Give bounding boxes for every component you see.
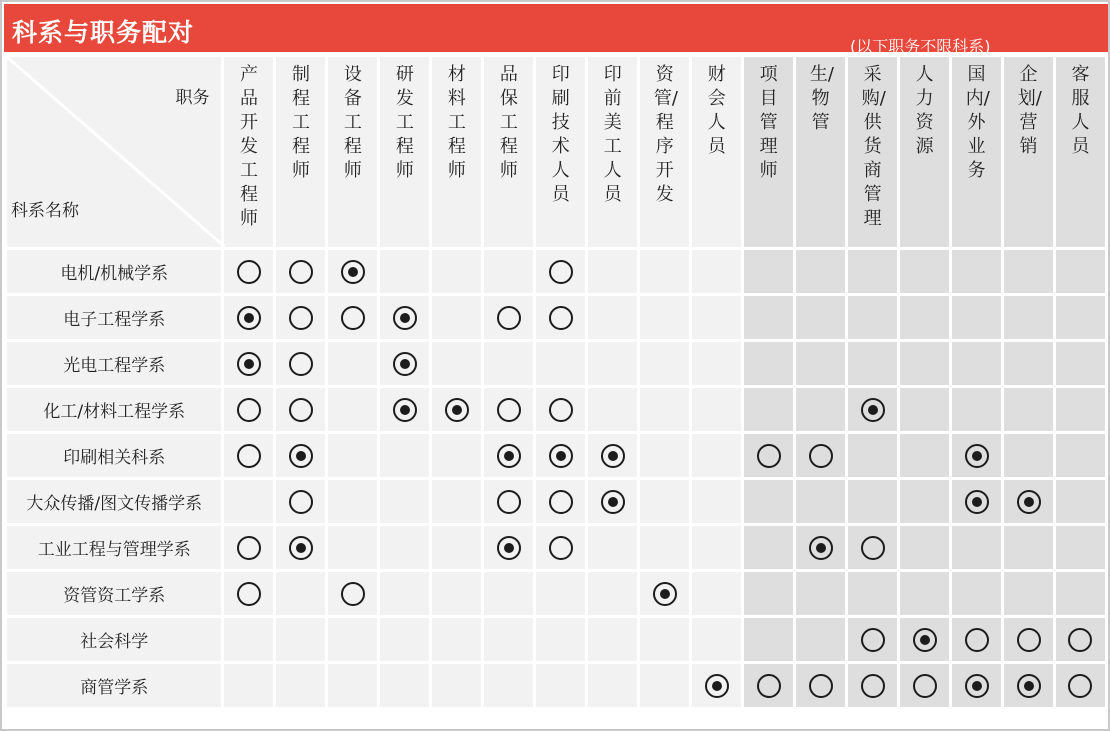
match-cell xyxy=(795,341,847,387)
match-cell xyxy=(327,571,379,617)
match-cell xyxy=(275,525,327,571)
dotted-circle-icon xyxy=(497,536,521,560)
department-name: 商管学系 xyxy=(6,663,223,709)
open-circle-icon xyxy=(289,306,313,330)
department-name: 光电工程学系 xyxy=(6,341,223,387)
match-cell xyxy=(327,617,379,663)
match-cell xyxy=(223,295,275,341)
title-banner xyxy=(4,4,1108,56)
match-cell xyxy=(1054,525,1106,571)
open-circle-icon xyxy=(497,398,521,422)
column-header-label: 人力资源 xyxy=(915,64,934,157)
open-circle-icon xyxy=(237,536,261,560)
match-cell xyxy=(847,295,899,341)
open-circle-icon xyxy=(809,444,833,468)
match-cell xyxy=(275,341,327,387)
open-circle-icon xyxy=(497,490,521,514)
match-cell xyxy=(847,525,899,571)
column-header xyxy=(327,56,379,249)
dotted-circle-icon xyxy=(237,352,261,376)
dotted-circle-icon xyxy=(1017,674,1041,698)
match-cell xyxy=(795,433,847,479)
match-cell xyxy=(431,617,483,663)
match-cell xyxy=(795,663,847,709)
match-cell xyxy=(535,525,587,571)
column-header-label: 制程工程师 xyxy=(291,64,310,181)
match-cell xyxy=(639,571,691,617)
column-header xyxy=(223,56,275,249)
open-circle-icon xyxy=(289,398,313,422)
column-header xyxy=(1003,56,1055,249)
match-cell xyxy=(1054,663,1106,709)
match-cell xyxy=(223,387,275,433)
match-cell xyxy=(847,479,899,525)
dotted-circle-icon xyxy=(913,628,937,652)
column-header xyxy=(691,56,743,249)
match-cell xyxy=(639,479,691,525)
match-cell xyxy=(379,387,431,433)
dotted-circle-icon xyxy=(809,536,833,560)
column-header-label: 研发工程师 xyxy=(395,64,414,181)
dotted-circle-icon xyxy=(601,444,625,468)
match-cell xyxy=(1054,433,1106,479)
dotted-circle-icon xyxy=(965,444,989,468)
match-cell xyxy=(639,387,691,433)
match-cell xyxy=(483,387,535,433)
match-cell xyxy=(431,571,483,617)
open-circle-icon xyxy=(237,444,261,468)
match-cell xyxy=(1054,295,1106,341)
department-name: 资管资工学系 xyxy=(6,571,223,617)
match-cell xyxy=(1054,249,1106,295)
open-circle-icon xyxy=(289,490,313,514)
match-cell xyxy=(275,387,327,433)
column-header-label: 企划/营销 xyxy=(1017,64,1042,157)
match-cell xyxy=(743,571,795,617)
open-circle-icon xyxy=(289,352,313,376)
match-cell xyxy=(535,249,587,295)
match-cell xyxy=(691,341,743,387)
match-cell xyxy=(899,663,951,709)
match-cell xyxy=(639,341,691,387)
match-cell xyxy=(1003,571,1055,617)
duty-axis-label: 职务 xyxy=(175,88,210,108)
match-cell xyxy=(743,479,795,525)
dotted-circle-icon xyxy=(497,444,521,468)
department-axis-label: 科系名称 xyxy=(11,201,79,221)
table-row xyxy=(6,249,1107,295)
match-cell xyxy=(431,341,483,387)
table-row xyxy=(6,525,1107,571)
match-cell xyxy=(275,295,327,341)
column-header-label: 项目管理师 xyxy=(759,64,778,181)
match-cell xyxy=(691,433,743,479)
match-cell xyxy=(743,249,795,295)
column-header xyxy=(743,56,795,249)
match-cell xyxy=(951,341,1003,387)
column-header-label: 国内/外业务 xyxy=(965,64,990,181)
match-cell xyxy=(379,295,431,341)
department-name: 大众传播/图文传播学系 xyxy=(6,479,223,525)
match-cell xyxy=(1003,295,1055,341)
match-cell xyxy=(483,525,535,571)
match-cell xyxy=(899,295,951,341)
match-cell xyxy=(691,295,743,341)
column-header-label: 印刷技术人员 xyxy=(551,64,570,205)
dotted-circle-icon xyxy=(549,444,573,468)
match-cell xyxy=(379,479,431,525)
table-row xyxy=(6,479,1107,525)
match-cell xyxy=(1003,663,1055,709)
match-cell xyxy=(223,571,275,617)
match-cell xyxy=(899,341,951,387)
department-name: 化工/材料工程学系 xyxy=(6,387,223,433)
match-cell xyxy=(795,571,847,617)
match-cell xyxy=(899,571,951,617)
match-cell xyxy=(223,663,275,709)
match-cell xyxy=(1003,525,1055,571)
match-cell xyxy=(431,433,483,479)
column-header xyxy=(847,56,899,249)
match-cell xyxy=(483,249,535,295)
match-cell xyxy=(379,663,431,709)
dotted-circle-icon xyxy=(965,674,989,698)
match-cell xyxy=(691,617,743,663)
match-cell xyxy=(223,341,275,387)
dotted-circle-icon xyxy=(393,398,417,422)
match-cell xyxy=(795,249,847,295)
open-circle-icon xyxy=(1068,628,1092,652)
page-title: 科系与职务配对 xyxy=(12,18,195,47)
open-circle-icon xyxy=(861,674,885,698)
match-cell xyxy=(795,617,847,663)
match-cell xyxy=(587,479,639,525)
match-cell xyxy=(587,663,639,709)
match-cell xyxy=(1003,479,1055,525)
corner-cell xyxy=(6,56,223,249)
match-cell xyxy=(795,295,847,341)
match-cell xyxy=(899,525,951,571)
column-header xyxy=(639,56,691,249)
match-cell xyxy=(587,387,639,433)
unrestricted-note: (以下职务不限科系) xyxy=(850,37,991,56)
match-cell xyxy=(795,387,847,433)
match-cell xyxy=(275,617,327,663)
column-header-label: 产品开发工程师 xyxy=(239,64,258,229)
match-cell xyxy=(1054,479,1106,525)
match-cell xyxy=(639,249,691,295)
match-cell xyxy=(795,525,847,571)
match-cell xyxy=(587,433,639,479)
match-cell xyxy=(691,479,743,525)
dotted-circle-icon xyxy=(965,490,989,514)
match-cell xyxy=(951,479,1003,525)
open-circle-icon xyxy=(237,582,261,606)
match-cell xyxy=(483,617,535,663)
match-cell xyxy=(691,663,743,709)
match-cell xyxy=(223,249,275,295)
match-cell xyxy=(899,387,951,433)
match-cell xyxy=(639,617,691,663)
open-circle-icon xyxy=(757,444,781,468)
department-name: 电机/机械学系 xyxy=(6,249,223,295)
match-cell xyxy=(275,433,327,479)
match-cell xyxy=(951,525,1003,571)
match-cell xyxy=(327,249,379,295)
match-cell xyxy=(899,433,951,479)
table-row xyxy=(6,295,1107,341)
dotted-circle-icon xyxy=(601,490,625,514)
matching-table xyxy=(4,54,1108,710)
column-header xyxy=(899,56,951,249)
match-cell xyxy=(379,433,431,479)
open-circle-icon xyxy=(965,628,989,652)
match-cell xyxy=(483,341,535,387)
match-cell xyxy=(847,387,899,433)
open-circle-icon xyxy=(861,628,885,652)
match-cell xyxy=(223,617,275,663)
match-cell xyxy=(379,571,431,617)
column-header-label: 材料工程师 xyxy=(447,64,466,181)
match-cell xyxy=(223,525,275,571)
column-header xyxy=(535,56,587,249)
match-cell xyxy=(1054,571,1106,617)
open-circle-icon xyxy=(549,260,573,284)
open-circle-icon xyxy=(497,306,521,330)
match-cell xyxy=(951,295,1003,341)
match-cell xyxy=(327,663,379,709)
open-circle-icon xyxy=(341,582,365,606)
match-cell xyxy=(535,295,587,341)
match-cell xyxy=(1003,433,1055,479)
match-cell xyxy=(691,387,743,433)
match-cell xyxy=(691,249,743,295)
match-cell xyxy=(275,249,327,295)
match-cell xyxy=(743,387,795,433)
column-header xyxy=(431,56,483,249)
column-header xyxy=(275,56,327,249)
match-cell xyxy=(951,571,1003,617)
match-cell xyxy=(431,249,483,295)
open-circle-icon xyxy=(549,306,573,330)
match-cell xyxy=(691,571,743,617)
match-cell xyxy=(639,663,691,709)
match-cell xyxy=(327,479,379,525)
match-cell xyxy=(951,617,1003,663)
table-row xyxy=(6,663,1107,709)
match-cell xyxy=(431,525,483,571)
column-header xyxy=(379,56,431,249)
column-header-label: 客服人员 xyxy=(1071,64,1090,157)
match-cell xyxy=(327,387,379,433)
match-cell xyxy=(951,249,1003,295)
match-cell xyxy=(1003,341,1055,387)
match-cell xyxy=(795,479,847,525)
open-circle-icon xyxy=(341,306,365,330)
match-cell xyxy=(535,571,587,617)
header-row xyxy=(6,56,1107,249)
column-header xyxy=(587,56,639,249)
dotted-circle-icon xyxy=(341,260,365,284)
match-cell xyxy=(327,341,379,387)
match-cell xyxy=(951,387,1003,433)
match-cell xyxy=(483,433,535,479)
department-name: 电子工程学系 xyxy=(6,295,223,341)
open-circle-icon xyxy=(237,398,261,422)
match-cell xyxy=(1003,249,1055,295)
table-row xyxy=(6,617,1107,663)
match-cell xyxy=(1054,341,1106,387)
dotted-circle-icon xyxy=(861,398,885,422)
column-header-label: 印前美工人员 xyxy=(603,64,622,205)
match-cell xyxy=(223,479,275,525)
match-cell xyxy=(587,295,639,341)
match-cell xyxy=(951,433,1003,479)
match-cell xyxy=(899,479,951,525)
department-name: 工业工程与管理学系 xyxy=(6,525,223,571)
match-cell xyxy=(431,295,483,341)
match-cell xyxy=(535,341,587,387)
match-cell xyxy=(587,525,639,571)
match-cell xyxy=(379,617,431,663)
match-cell xyxy=(743,433,795,479)
match-cell xyxy=(587,341,639,387)
column-header xyxy=(795,56,847,249)
match-cell xyxy=(1003,387,1055,433)
open-circle-icon xyxy=(861,536,885,560)
department-name: 印刷相关科系 xyxy=(6,433,223,479)
open-circle-icon xyxy=(1068,674,1092,698)
open-circle-icon xyxy=(549,536,573,560)
match-cell xyxy=(899,249,951,295)
match-cell xyxy=(535,663,587,709)
dotted-circle-icon xyxy=(393,352,417,376)
column-header-label: 财会人员 xyxy=(707,64,726,157)
dotted-circle-icon xyxy=(445,398,469,422)
match-cell xyxy=(327,433,379,479)
match-cell xyxy=(1054,617,1106,663)
open-circle-icon xyxy=(289,260,313,284)
open-circle-icon xyxy=(237,260,261,284)
dotted-circle-icon xyxy=(289,536,313,560)
column-header-label: 采购/供货商管理 xyxy=(861,64,886,229)
match-cell xyxy=(639,295,691,341)
column-header-label: 资管/程序开发 xyxy=(653,64,678,205)
column-header xyxy=(951,56,1003,249)
match-cell xyxy=(847,249,899,295)
column-header-label: 生/物管 xyxy=(809,64,834,133)
match-cell xyxy=(743,525,795,571)
table-row xyxy=(6,387,1107,433)
column-header xyxy=(483,56,535,249)
match-cell xyxy=(535,433,587,479)
match-cell xyxy=(691,525,743,571)
table-row xyxy=(6,433,1107,479)
match-cell xyxy=(483,295,535,341)
match-cell xyxy=(431,663,483,709)
match-cell xyxy=(587,617,639,663)
match-cell xyxy=(483,479,535,525)
match-cell xyxy=(327,525,379,571)
match-cell xyxy=(327,295,379,341)
match-cell xyxy=(275,479,327,525)
match-cell xyxy=(379,341,431,387)
match-cell xyxy=(535,479,587,525)
match-cell xyxy=(431,479,483,525)
match-cell xyxy=(535,387,587,433)
match-cell xyxy=(379,249,431,295)
dotted-circle-icon xyxy=(1017,490,1041,514)
match-cell xyxy=(847,663,899,709)
table-row xyxy=(6,571,1107,617)
open-circle-icon xyxy=(549,398,573,422)
match-cell xyxy=(639,433,691,479)
match-cell xyxy=(899,617,951,663)
match-cell xyxy=(847,341,899,387)
open-circle-icon xyxy=(757,674,781,698)
open-circle-icon xyxy=(809,674,833,698)
match-cell xyxy=(847,617,899,663)
column-header xyxy=(1054,56,1106,249)
match-cell xyxy=(743,341,795,387)
column-header-label: 设备工程师 xyxy=(343,64,362,181)
dotted-circle-icon xyxy=(653,582,677,606)
open-circle-icon xyxy=(549,490,573,514)
match-cell xyxy=(587,571,639,617)
match-cell xyxy=(223,433,275,479)
match-cell xyxy=(431,387,483,433)
department-name: 社会科学 xyxy=(6,617,223,663)
match-cell xyxy=(483,571,535,617)
match-cell xyxy=(639,525,691,571)
match-cell xyxy=(275,571,327,617)
column-header-label: 品保工程师 xyxy=(499,64,518,181)
match-cell xyxy=(743,617,795,663)
match-cell xyxy=(1003,617,1055,663)
match-cell xyxy=(379,525,431,571)
match-cell xyxy=(587,249,639,295)
match-cell xyxy=(743,663,795,709)
open-circle-icon xyxy=(913,674,937,698)
open-circle-icon xyxy=(1017,628,1041,652)
dotted-circle-icon xyxy=(289,444,313,468)
match-cell xyxy=(275,663,327,709)
match-cell xyxy=(535,617,587,663)
dotted-circle-icon xyxy=(393,306,417,330)
match-cell xyxy=(847,571,899,617)
match-cell xyxy=(1054,387,1106,433)
match-cell xyxy=(743,295,795,341)
match-cell xyxy=(847,433,899,479)
match-cell xyxy=(483,663,535,709)
dotted-circle-icon xyxy=(705,674,729,698)
dotted-circle-icon xyxy=(237,306,261,330)
table-row xyxy=(6,341,1107,387)
match-cell xyxy=(951,663,1003,709)
